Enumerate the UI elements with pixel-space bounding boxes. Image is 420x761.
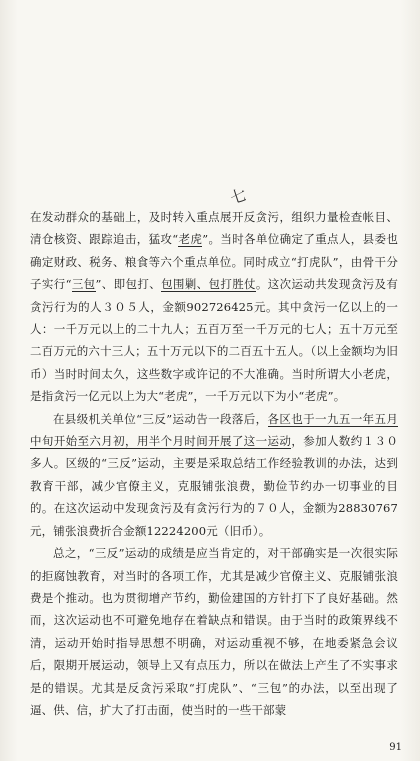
text-run: 总之，“三反”运动的成绩是应当肯定的，对干部确实是一次很实际的拒腐蚀教育，对当时的各项工作，尤其是减少官僚主义、克服铺张浪费是个推动。也为贯彻增产节约，勤俭建国的方针打下了良好基础。然而，这次运动也不可避免地存在着缺点和错误。由于当时的政策界线不清，运动开始时指导思想不明确，对运动重视不够，在地委紧急会议后，限期开展运动，领导上又有点压力，所以在做法上产生了不实事求是的错误。尤其是反贪污采取“打虎队”、“三包”的办法，以至出现了逼、供、信，扩大了打击面，使当时的一些干部蒙 (30, 546, 398, 717)
handwritten-mark: 七 (227, 184, 249, 208)
text-run: 在发动群众的基础上，及时转入重点展开反贪污，组织力量检查帐目、清仓核资、跟踪追击，猛攻“ (30, 210, 398, 247)
underlined-text: 三包 (71, 277, 96, 292)
paragraph (30, 542, 398, 721)
text-run: 。这次运动共发现贪污及有贪污行为的人３０５人，金额902726425元。其中贪污一亿以上的一人：一千万元以上的二十九人；五百万至一千万元的七人；五十万元至二百万元的六十三人；五十万元以下的二百五十五人。（以上金额均为旧币）当时时间太久，这些数字或许记的不大准确。当时所谓大小老虎，是指贪污一亿元以上为大“老虎”，一千万元以下为小“老虎”。 (30, 277, 398, 404)
text-run: 在县级机关单位“三反”运动告一段落后， (53, 411, 268, 426)
body-text (30, 206, 398, 721)
underlined-text: 老虎 (178, 232, 203, 247)
text-run: ，参加人数约１３０多人。区级的“三反”运动，主要是采取总结工作经验教训的办法，达到教育干部，减少官僚主义，克服铺张浪费，勤俭节约办一切事业的目的。在这次运动中发现贪污及有贪污行为的７０人，金额为28830767元，铺张浪费折合金额12224200元（旧币）。 (30, 434, 398, 538)
underlined-text: 包围剿、包打胜仗 (161, 277, 256, 292)
paragraph (30, 206, 398, 408)
text-run: ”、即包打、 (95, 277, 162, 292)
underlined-text: 各区也于一九五一年五月中旬开始至六月初，用半个月时间开展了这一运动 (30, 411, 399, 449)
text-run: ”。当时各单位确定了重点人，县委也确定财政、税务、粮食等六个重点单位。同时成立“打虎队”，由骨干分子实行“ (30, 232, 398, 292)
paragraph (30, 408, 398, 542)
page-number: 91 (389, 742, 402, 753)
